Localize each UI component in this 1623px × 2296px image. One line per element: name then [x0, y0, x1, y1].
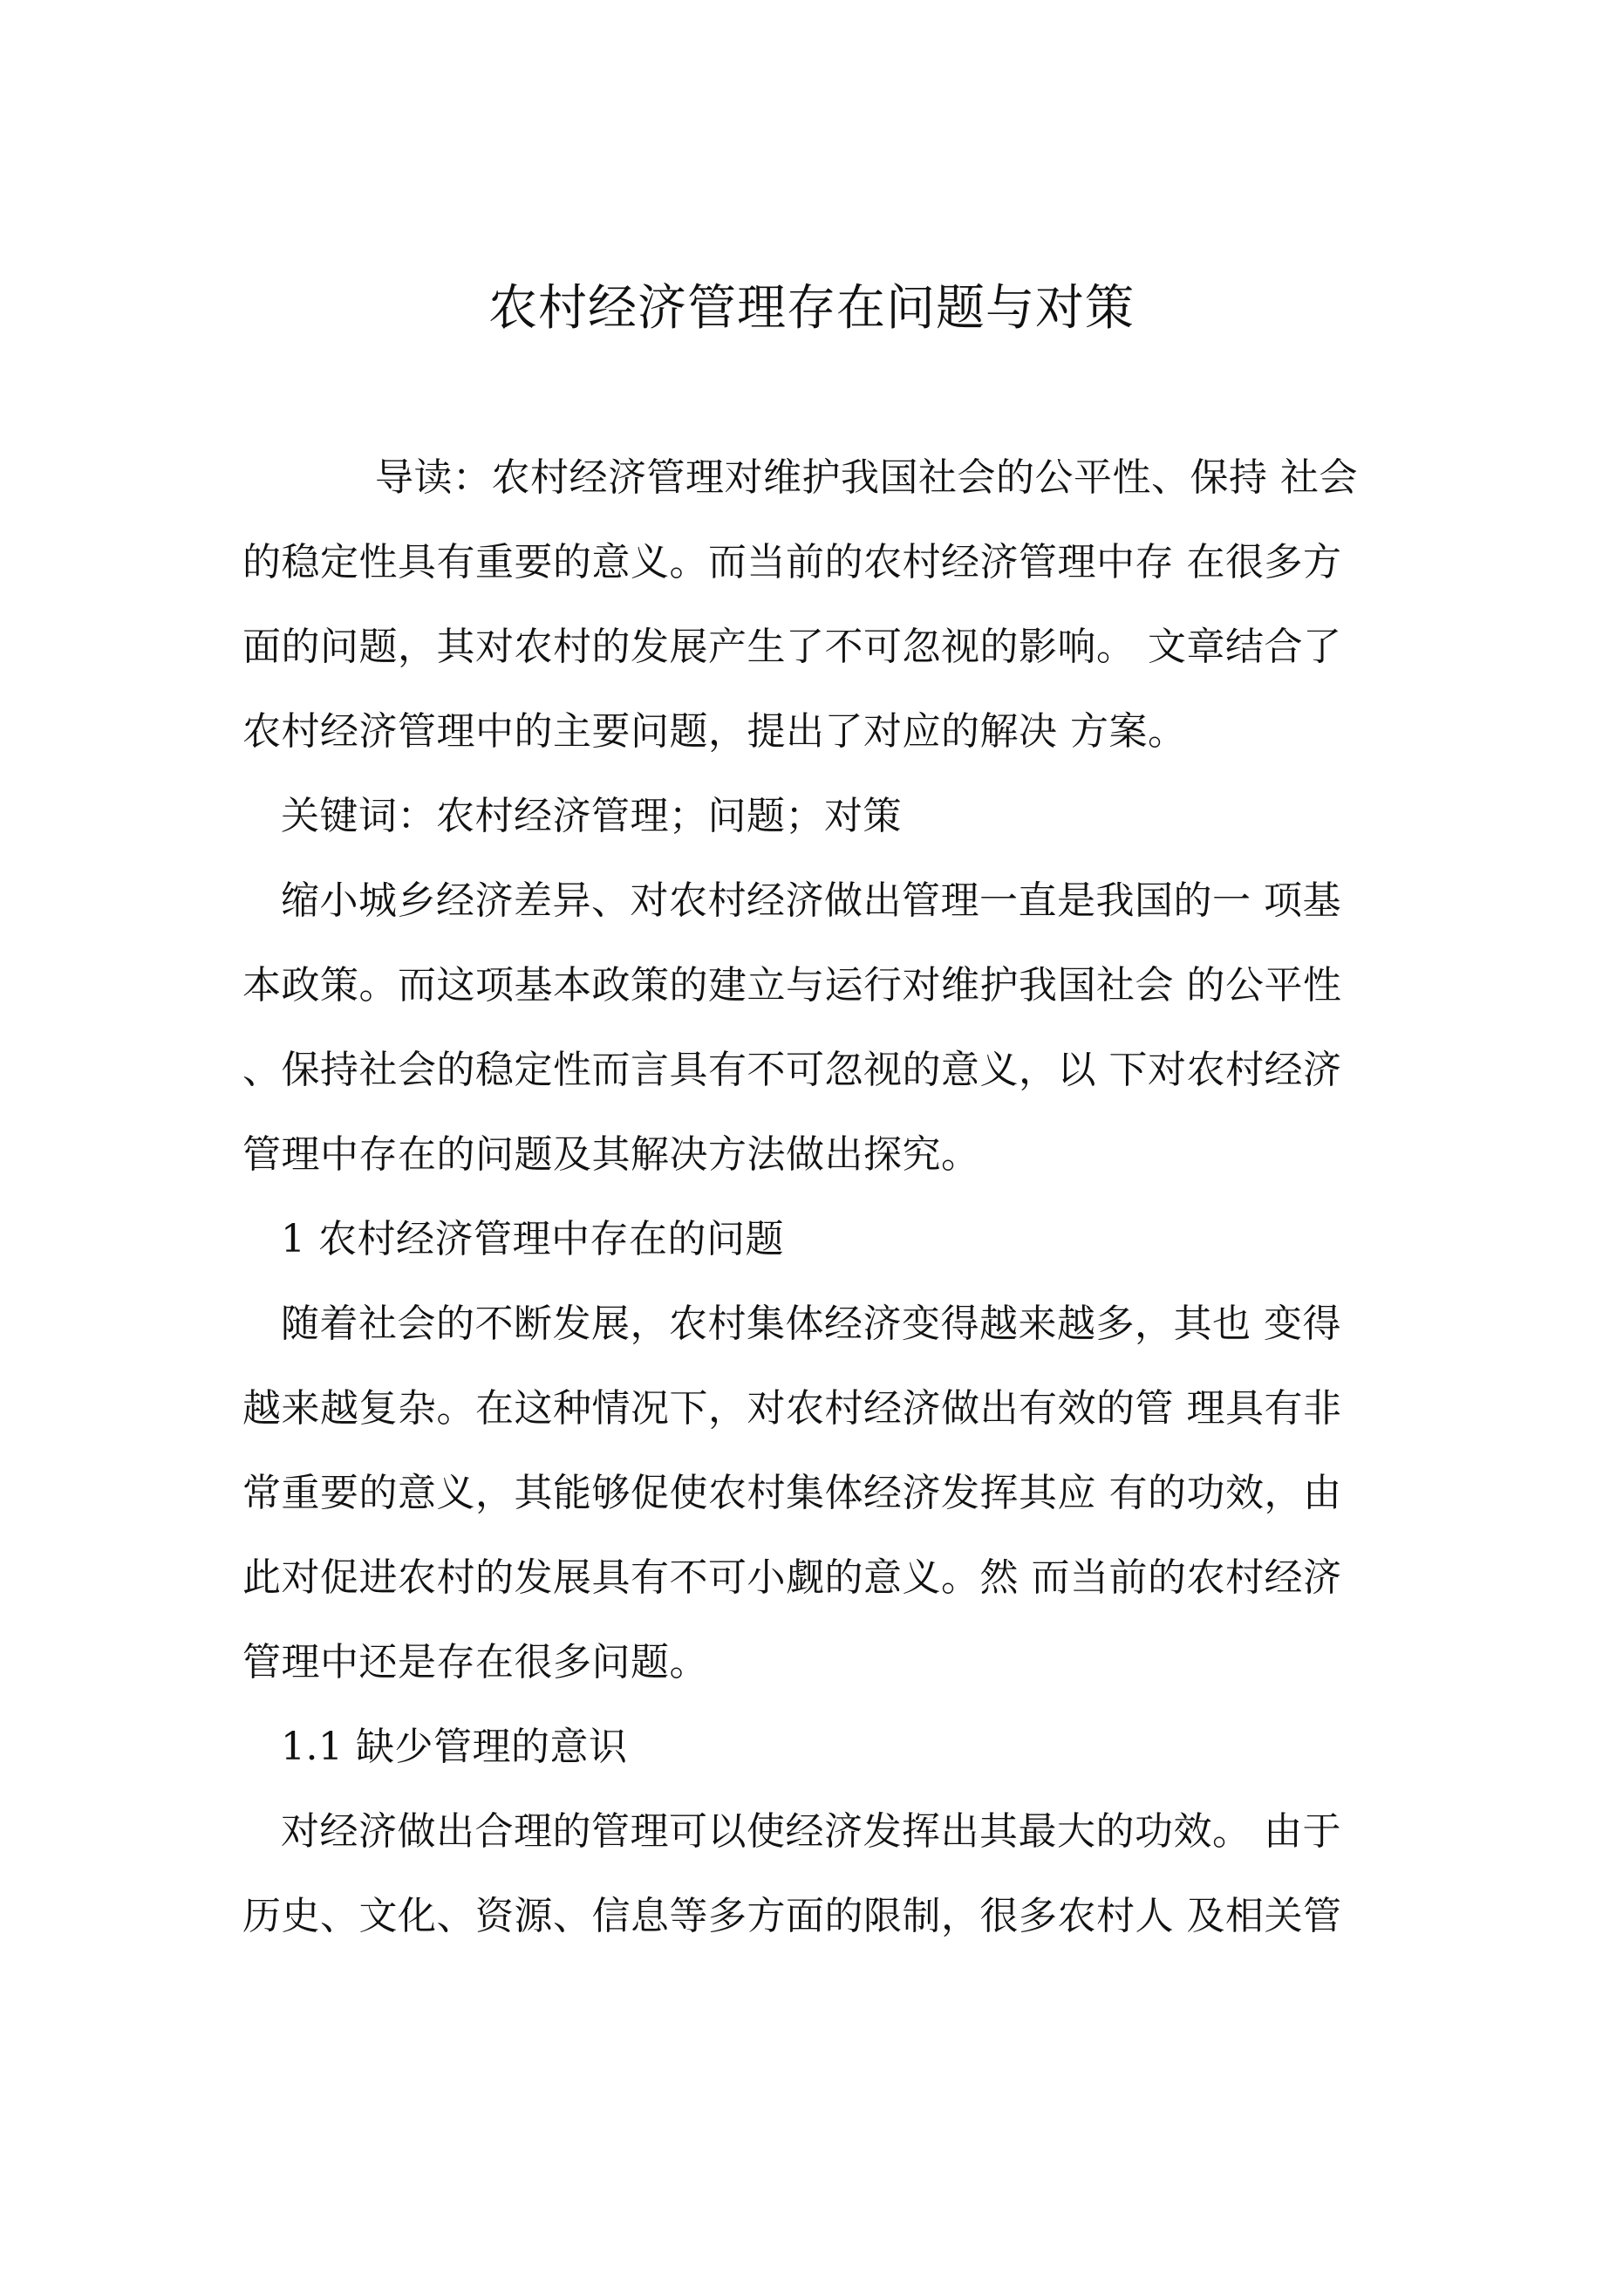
paragraph-line: 面的问题，其对农村的发展产生了不可忽视的影响。 文章结合了: [242, 625, 1342, 669]
paragraph-line: 管理中存在的问题及其解决方法做出探究。: [242, 1132, 980, 1177]
document-title: 农村经济管理存在问题与对策: [488, 280, 1135, 337]
paragraph-line: 随着社会的不断发展，农村集体经济变得越来越多，其也 变得: [281, 1302, 1341, 1346]
paragraph-line: 、保持社会的稳定性而言具有不可忽视的意义，以 下对农村经济: [242, 1048, 1342, 1092]
paragraph-line: 本政策。而这项基本政策的建立与运行对维护我国社会 的公平性: [242, 963, 1342, 1008]
paragraph-line: 农村经济管理中的主要问题，提出了对应的解决 方案。: [242, 709, 1187, 754]
keywords-line: 关键词：农村经济管理；问题；对策: [281, 794, 902, 838]
paragraph-line: 对经济做出合理的管理可以使经济发挥出其最大的功效。 由于: [281, 1809, 1341, 1854]
paragraph-line: 的稳定性具有重要的意义。而当前的农村经济管理中存 在很多方: [242, 540, 1342, 584]
paragraph-line: 管理中还是存在很多问题。: [242, 1640, 708, 1684]
section-heading: 1 农村经济管理中存在的问题: [281, 1217, 784, 1261]
subsection-heading: 1.1 缺少管理的意识: [281, 1725, 628, 1769]
paragraph-line: 历史、文化、资源、信息等多方面的限制，很多农村人 及相关管: [242, 1894, 1342, 1938]
paragraph-line: 缩小城乡经济差异、对农村经济做出管理一直是我国的一 项基: [281, 878, 1341, 923]
paragraph-line: 导读：农村经济管理对维护我国社会的公平性、保持 社会: [375, 455, 1358, 500]
paragraph-line: 越来越复杂。在这种情况下，对农村经济做出有效的管 理具有非: [242, 1386, 1342, 1431]
paragraph-line: 常重要的意义，其能够促使农村集体经济发挥其应 有的功效，由: [242, 1471, 1342, 1515]
paragraph-line: 此对促进农村的发展具有不可小觑的意义。然 而当前的农村经济: [242, 1555, 1342, 1600]
